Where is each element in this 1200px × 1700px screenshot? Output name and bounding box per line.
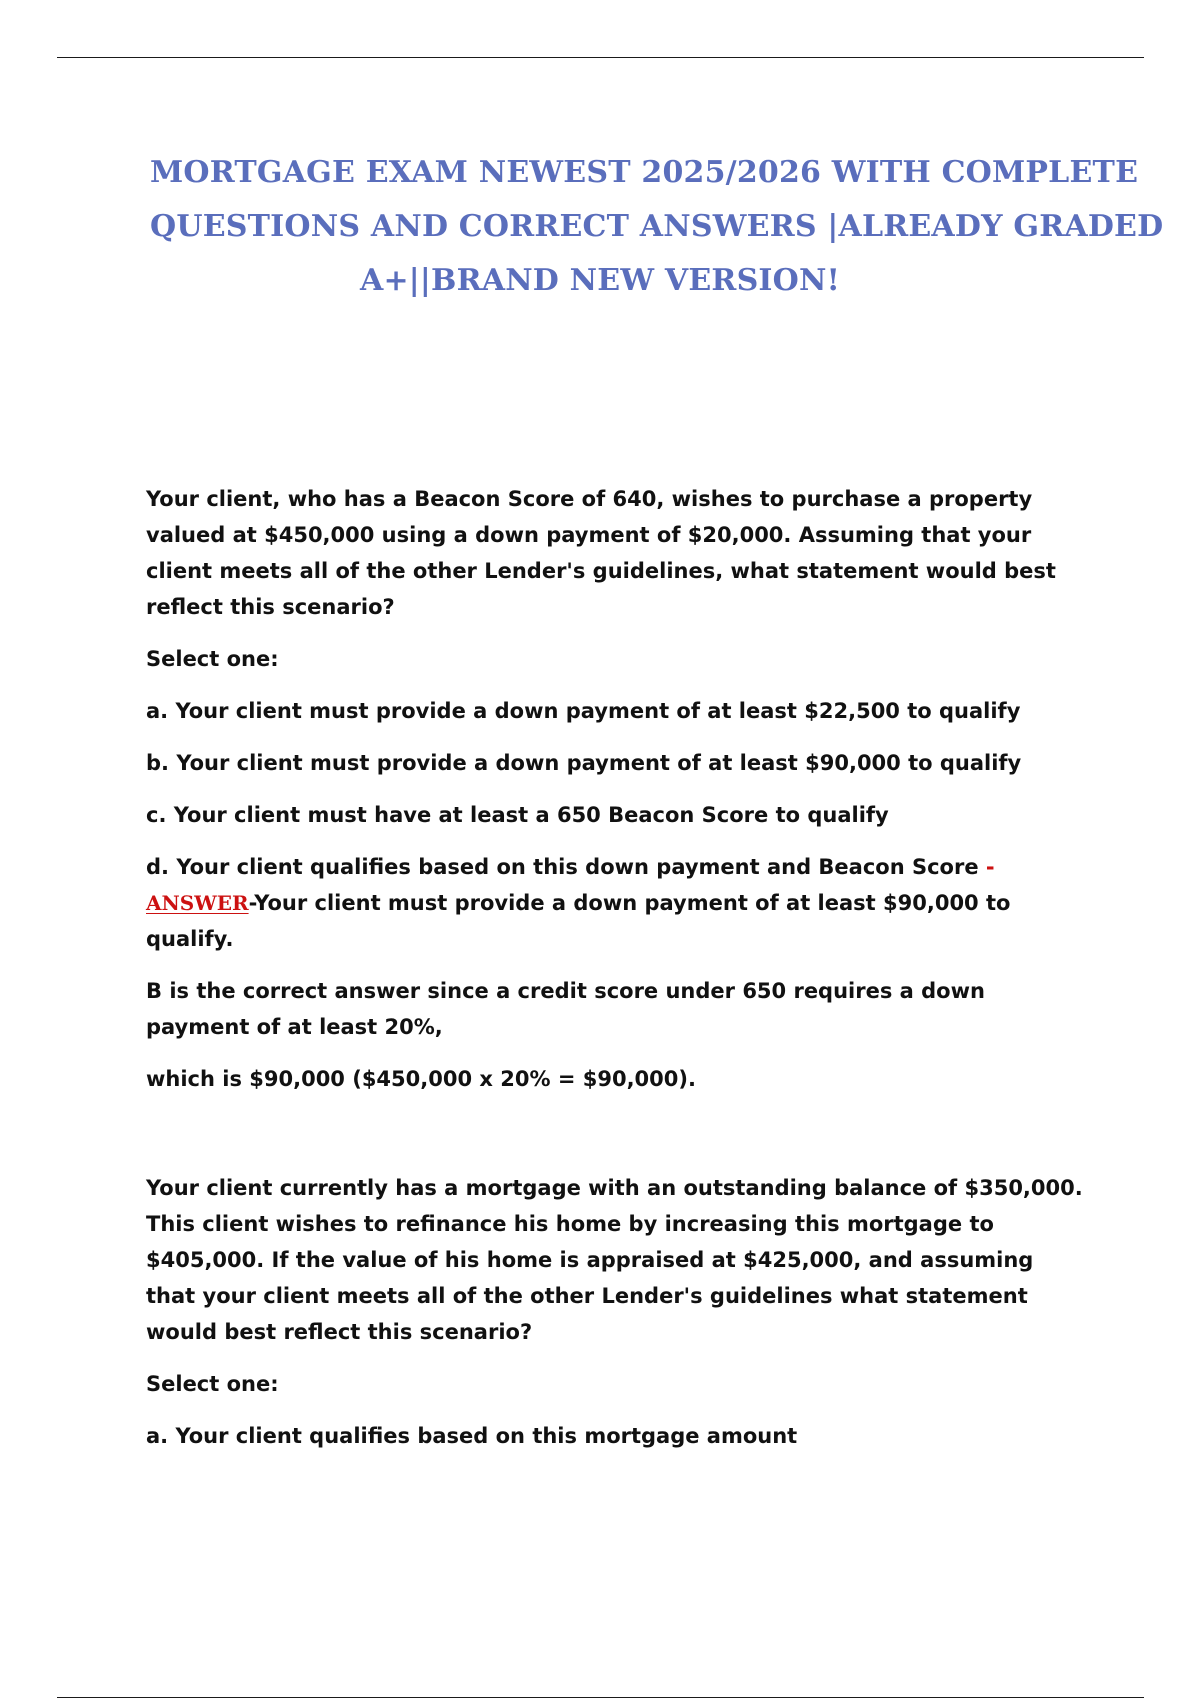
question-1 — [146, 481, 1086, 1113]
question-1-select-label: Select one: — [146, 647, 279, 671]
question-1-option-b: b. Your client must provide a down payment of at least $90,000 to qualify — [146, 751, 1022, 775]
top-rule — [57, 57, 1144, 58]
question-1-explanation-1: B is the correct answer since a credit score under 650 requires a down payment of at least 20%, — [146, 979, 985, 1039]
question-2 — [146, 1170, 1086, 1470]
question-2-prompt: Your client currently has a mortgage with an outstanding balance of $350,000. This client wishes to refinance his home by increasing this mortgage to $405,000. If the value of his home is appraised at $425,000, and assuming that your client meets all of the other Lender's guidelines what statement would best reflect this scenario? — [146, 1176, 1083, 1344]
question-1-option-a: a. Your client must provide a down payment of at least $22,500 to qualify — [146, 699, 1021, 723]
title-line-2: QUESTIONS AND CORRECT ANSWERS |ALREADY GRADED — [150, 209, 1164, 244]
question-1-answer-text: -Your client must provide a down payment of at least $90,000 to qualify. — [146, 891, 1011, 951]
title-line-3: A+||BRAND NEW VERSION! — [359, 263, 840, 298]
question-2-option-a: a. Your client qualifies based on this mortgage amount — [146, 1424, 798, 1448]
question-1-prompt: Your client, who has a Beacon Score of 640, wishes to purchase a property valued at $450,000 using a down payment of $20,000. Assuming that your client meets all of the other Lender's guidelines, what statement would best reflect this scenario? — [146, 487, 1056, 619]
answer-label: ANSWER — [146, 891, 249, 915]
document-title — [150, 146, 1164, 308]
title-line-1: MORTGAGE EXAM NEWEST 2025/2026 WITH COMPLETE — [150, 155, 1139, 190]
question-1-option-c: c. Your client must have at least a 650 Beacon Score to qualify — [146, 803, 889, 827]
question-1-explanation-2: which is $90,000 ($450,000 x 20% = $90,000). — [146, 1067, 696, 1091]
question-1-option-d-with-answer — [146, 849, 1086, 957]
question-1-option-d: d. Your client qualifies based on this down payment and Beacon Score — [146, 855, 979, 879]
answer-separator: - — [978, 855, 995, 879]
bottom-rule — [57, 1697, 1144, 1698]
question-2-select-label: Select one: — [146, 1372, 279, 1396]
